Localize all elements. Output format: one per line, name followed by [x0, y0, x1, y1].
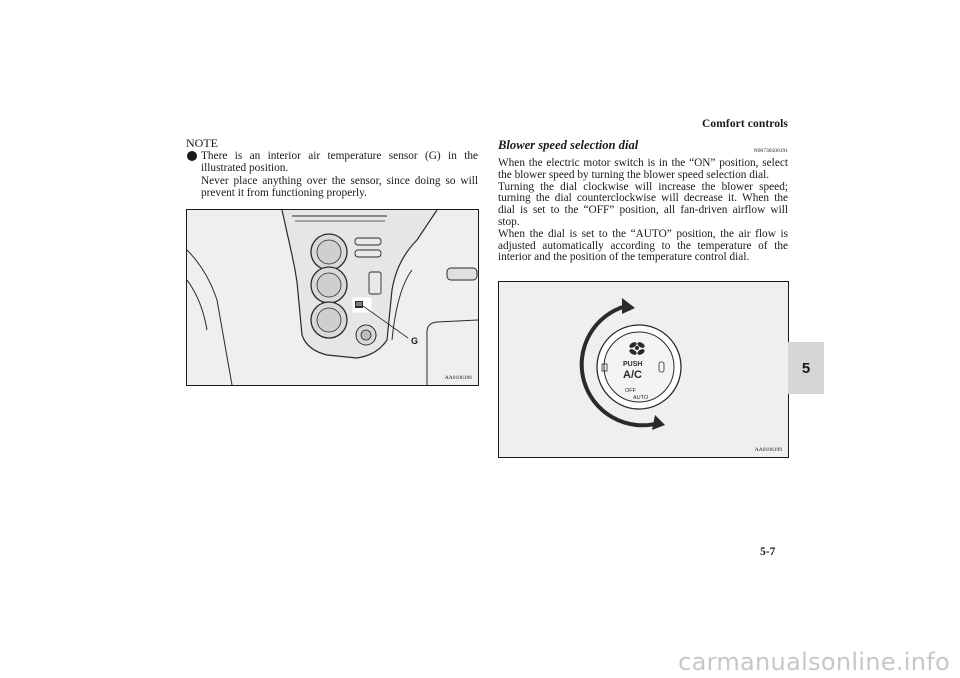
off-label: OFF [625, 388, 636, 394]
section-title: Blower speed selection dial [498, 138, 639, 152]
figure-code: AA0106186 [444, 375, 472, 381]
chapter-tab: 5 [788, 342, 824, 394]
note-paragraph: Never place anything over the sensor, since doing so will prevent it from functioning properly. [201, 174, 478, 200]
blower-dial-illustration [498, 281, 789, 458]
section-paragraph: Turning the dial clockwise will increase the blower speed; turning the dial counterclockwise will decrease it. When the dial is set to the “OFF” position, all fan-driven airflow will stop. [498, 180, 788, 228]
page-number: 5-7 [760, 546, 776, 558]
note-bullet [186, 150, 478, 200]
section-code: N00736500191 [753, 148, 788, 154]
note-label: NOTE [186, 136, 218, 150]
dashboard-illustration-svg [187, 210, 478, 385]
note-paragraph: There is an interior air temperature sensor (G) in the illustrated position. [201, 150, 478, 175]
sensor-callout-label: G [411, 336, 419, 346]
blower-dial-svg [499, 282, 788, 457]
section-paragraph: When the dial is set to the “AUTO” position, the air flow is adjusted automatically according to the temperature of the interior and the position of the temperature control dial. [498, 227, 788, 264]
note-block [186, 137, 478, 200]
figure-code: AA0106199 [754, 447, 782, 453]
auto-label: AUTO [633, 395, 649, 401]
dashboard-sensor-illustration [186, 209, 479, 386]
bullet-icon [187, 151, 197, 161]
blower-section [498, 137, 788, 264]
push-label: PUSH [623, 361, 643, 368]
ac-label: A/C [623, 369, 642, 381]
header-title: Comfort controls [701, 118, 788, 130]
watermark: carmanualsonline.info [678, 648, 950, 676]
section-paragraph: When the electric motor switch is in the “ON” position, select the blower speed by turning the blower speed selection dial. [498, 157, 788, 181]
